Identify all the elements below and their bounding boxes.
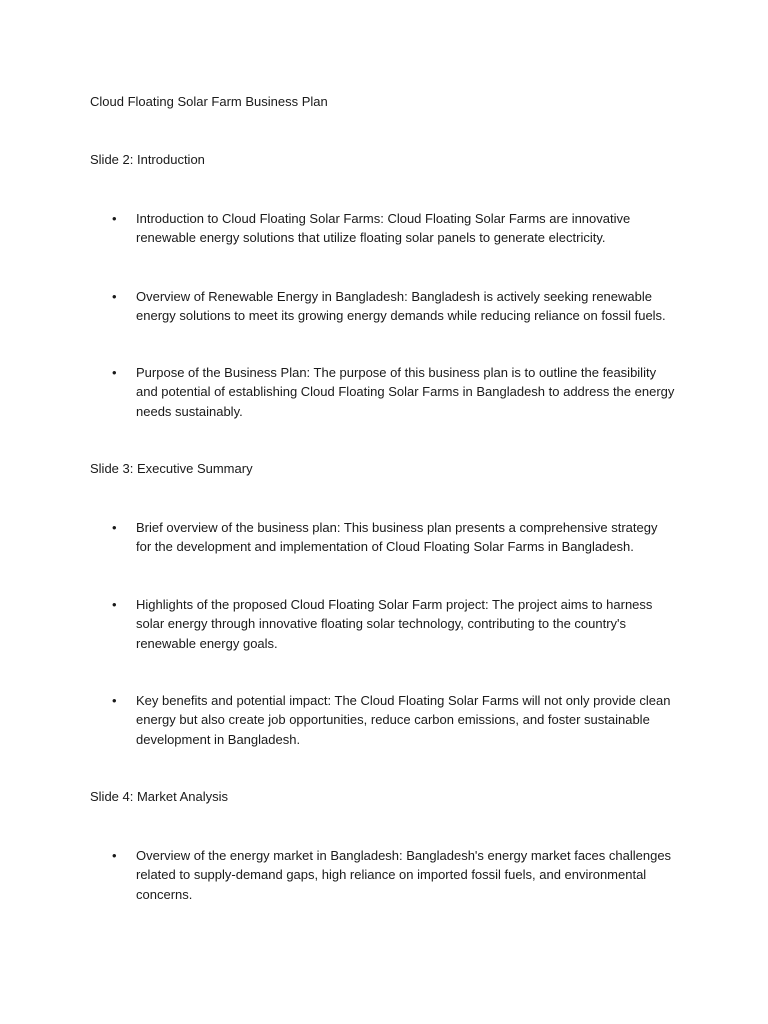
- bullet-icon: •: [112, 365, 117, 380]
- bullet-text: Overview of Renewable Energy in Bangladesh: Bangladesh is actively seeking renewable energy solutions to meet its growing energy demands while reducing reliance on fossil fuels.: [136, 289, 666, 324]
- bullet-icon: •: [112, 289, 117, 304]
- bullet-icon: •: [112, 211, 117, 226]
- bullet-text: Key benefits and potential impact: The Cloud Floating Solar Farms will not only provide clean energy but also create job opportunities, reduce carbon emissions, and foster sustainable development in Bangladesh.: [136, 693, 671, 747]
- bullet-text: Purpose of the Business Plan: The purpose of this business plan is to outline the feasibility and potential of establishing Cloud Floating Solar Farms in Bangladesh to address the energy needs sustainably.: [136, 365, 675, 419]
- bullet-text: Highlights of the proposed Cloud Floating Solar Farm project: The project aims to harness solar energy through innovative floating solar technology, contributing to the country's renewable energy goals.: [136, 597, 653, 651]
- bullet-icon: •: [112, 597, 117, 612]
- section-heading-slide-2: Slide 2: Introduction: [90, 152, 205, 167]
- bullet-text: Overview of the energy market in Bangladesh: Bangladesh's energy market faces challenges related to supply-demand gaps, high reliance on imported fossil fuels, and environmental concerns.: [136, 848, 672, 902]
- bullet-icon: •: [112, 693, 117, 708]
- section-heading-slide-4: Slide 4: Market Analysis: [90, 789, 229, 804]
- document-title: Cloud Floating Solar Farm Business Plan: [90, 94, 328, 109]
- bullet-text: Brief overview of the business plan: This business plan presents a comprehensive strategy for the development and implementation of Cloud Floating Solar Farms in Bangladesh.: [136, 520, 658, 555]
- section-heading-slide-3: Slide 3: Executive Summary: [90, 461, 253, 476]
- bullet-icon: •: [112, 520, 117, 535]
- bullet-icon: •: [112, 848, 117, 863]
- bullet-text: Introduction to Cloud Floating Solar Farms: Cloud Floating Solar Farms are innovative renewable energy solutions that utilize floating solar panels to generate electricity.: [136, 211, 631, 246]
